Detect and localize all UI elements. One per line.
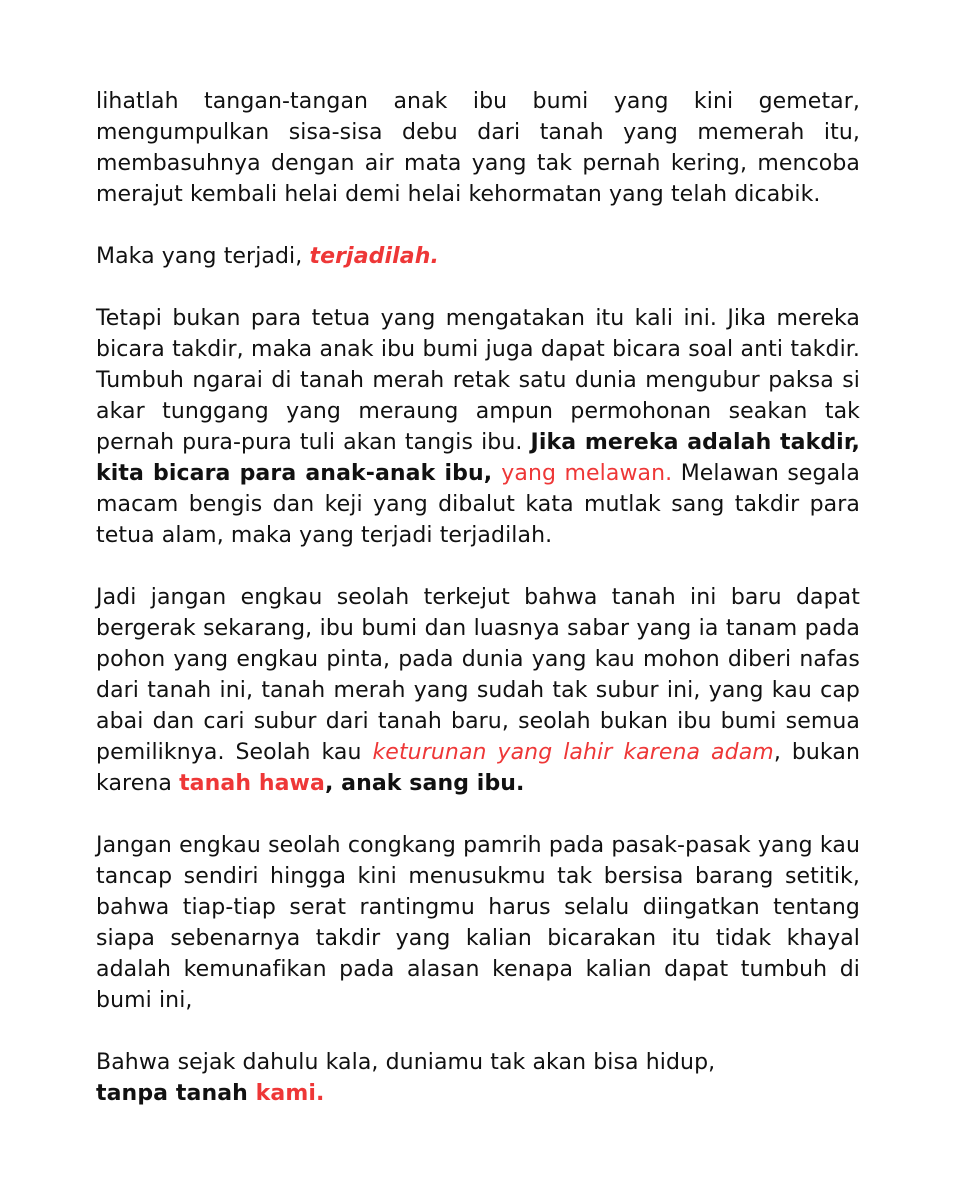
- paragraph-4-red-bold: tanah hawa: [179, 771, 325, 796]
- paragraph-3-text: Tetapi bukan para tetua yang mengatakan itu kali ini. Jika mereka bicara takdir, maka anak ibu bumi juga dapat bicara soal anti takdir. Tumbuh ngarai di tanah merah retak satu dunia mengubur paksa si akar tunggang yang meraung ampun permohonan seakan tak pernah pura-pura tuli akan tangis ibu.: [96, 306, 860, 455]
- paragraph-5-text: Jangan engkau seolah congkang pamrih pada pasak-pasak yang kau tancap sendiri hingga kini menusukmu tak bersisa barang setitik, bahwa tiap-tiap serat rantingmu harus selalu diingatkan tentang siapa sebenarnya takdir yang kalian bicarakan itu tidak khayal adalah kemunafikan pada alasan kenapa kalian dapat tumbuh di bumi ini,: [96, 833, 860, 1013]
- paragraph-5: [96, 830, 860, 1016]
- paragraph-4-bold-tail: , anak sang ibu.: [324, 771, 525, 796]
- paragraph-4-red-italic: keturunan yang lahir karena adam: [372, 740, 774, 765]
- paragraph-6-bold: tanpa tanah: [96, 1081, 256, 1106]
- paragraph-2: [96, 241, 860, 272]
- paragraph-6: [96, 1047, 860, 1109]
- paragraph-1-text: lihatlah tangan-tangan anak ibu bumi yang kini gemetar, mengumpulkan sisa-sisa debu dari tanah yang memerah itu, membasuhnya dengan air mata yang tak pernah kering, mencoba merajut kembali helai demi helai kehormatan yang telah dicabik.: [96, 89, 860, 207]
- paragraph-2-emphasis: terjadilah.: [309, 244, 439, 269]
- paragraph-3: [96, 303, 860, 551]
- paragraph-4-text: Jadi jangan engkau seolah terkejut bahwa tanah ini baru dapat bergerak sekarang, ibu bumi dan luasnya sabar yang ia tanam pada pohon yang engkau pinta, pada dunia yang kau mohon diberi nafas dari tanah ini, tanah merah yang sudah tak subur ini, yang kau cap abai dan cari subur dari tanah baru, seolah bukan ibu bumi semua pemiliknya. Seolah kau: [96, 585, 860, 765]
- paragraph-4-mid: , bukan karena: [96, 740, 861, 796]
- paragraph-6-red: kami.: [255, 1081, 325, 1106]
- paragraph-3-red: yang melawan.: [501, 461, 673, 486]
- paragraph-4: [96, 582, 860, 799]
- paragraph-3-bold: Jika mereka adalah takdir, kita bicara para anak-anak ibu,: [96, 430, 860, 486]
- paragraph-1: [96, 86, 860, 210]
- paragraph-3-tail: Melawan segala macam bengis dan keji yang dibalut kata mutlak sang takdir para tetua alam, maka yang terjadi terjadilah.: [96, 461, 860, 548]
- paragraph-2-text: Maka yang terjadi,: [96, 244, 310, 269]
- paragraph-6-line1: Bahwa sejak dahulu kala, duniamu tak akan bisa hidup,: [96, 1050, 716, 1075]
- document-body: [96, 86, 860, 1109]
